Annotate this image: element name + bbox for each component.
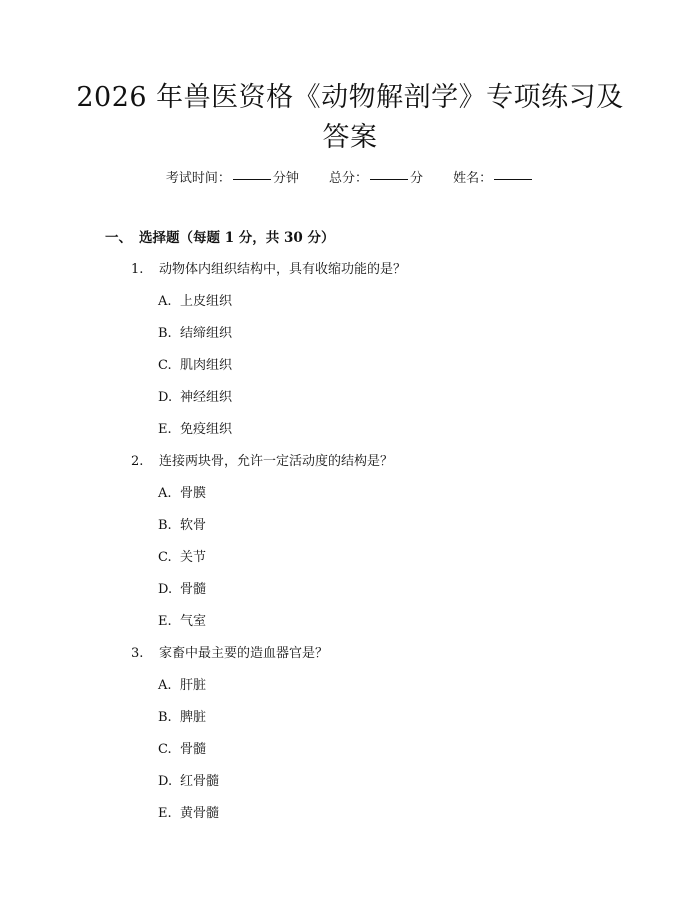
option-text: 肌肉组织 xyxy=(180,358,233,373)
question-3-option-a xyxy=(158,677,206,695)
question-1-option-a xyxy=(158,293,232,311)
title-line-2: 答案 xyxy=(322,122,378,153)
page-title xyxy=(60,78,640,158)
question-2 xyxy=(131,453,393,471)
option-text: 黄骨髓 xyxy=(180,806,220,821)
section-title: 选择题（每题 1 分，共 30 分） xyxy=(139,230,335,246)
option-text: 关节 xyxy=(180,550,207,565)
section-heading xyxy=(105,229,334,247)
option-letter: C. xyxy=(158,358,172,373)
section-number: 一、 xyxy=(105,230,132,246)
option-text: 神经组织 xyxy=(180,390,233,405)
question-text: 动物体内组织结构中，具有收缩功能的是？ xyxy=(159,262,407,277)
total-score xyxy=(329,170,423,188)
option-letter: A. xyxy=(158,678,172,693)
option-letter: E. xyxy=(158,614,172,629)
question-text: 连接两块骨，允许一定活动度的结构是？ xyxy=(159,454,394,469)
title-line-1: 2026 年兽医资格《动物解剖学》专项练习及 xyxy=(76,82,624,113)
option-letter: A. xyxy=(158,486,172,501)
student-name xyxy=(453,170,534,188)
question-3 xyxy=(131,645,328,663)
option-text: 软骨 xyxy=(180,518,207,533)
question-2-option-a xyxy=(158,485,206,503)
question-number: 3. xyxy=(131,646,144,661)
question-number: 1. xyxy=(131,262,144,277)
option-text: 结缔组织 xyxy=(180,326,233,341)
student-name-label: 姓名： xyxy=(453,171,493,186)
option-letter: D. xyxy=(158,774,173,789)
question-3-option-e xyxy=(158,805,219,823)
exam-time-label: 考试时间： xyxy=(165,171,231,186)
option-letter: C. xyxy=(158,550,172,565)
option-letter: D. xyxy=(158,390,173,405)
question-1-option-e xyxy=(158,421,232,439)
option-letter: C. xyxy=(158,742,172,757)
question-text: 家畜中最主要的造血器官是？ xyxy=(159,646,329,661)
option-text: 骨髓 xyxy=(180,742,207,757)
question-1 xyxy=(131,261,406,279)
question-1-option-b xyxy=(158,325,232,343)
option-letter: B. xyxy=(158,518,172,533)
question-1-option-c xyxy=(158,357,232,375)
option-letter: B. xyxy=(158,326,172,341)
option-text: 脾脏 xyxy=(180,710,207,725)
option-text: 上皮组织 xyxy=(180,294,233,309)
question-2-option-e xyxy=(158,613,206,631)
question-2-option-c xyxy=(158,549,206,567)
question-2-option-d xyxy=(158,581,206,599)
total-score-unit: 分 xyxy=(410,171,424,186)
option-letter: D. xyxy=(158,582,173,597)
total-score-label: 总分： xyxy=(328,171,368,186)
exam-time-unit: 分钟 xyxy=(272,171,299,186)
question-3-option-c xyxy=(158,741,206,759)
exam-time-blank xyxy=(233,179,271,180)
question-2-option-b xyxy=(158,517,206,535)
question-number: 2. xyxy=(131,454,144,469)
option-letter: E. xyxy=(158,806,172,821)
option-letter: A. xyxy=(158,294,172,309)
question-1-option-d xyxy=(158,389,232,407)
question-3-option-d xyxy=(158,773,219,791)
option-text: 骨髓 xyxy=(180,582,207,597)
option-text: 肝脏 xyxy=(180,678,207,693)
exam-meta xyxy=(0,170,700,188)
option-letter: B. xyxy=(158,710,172,725)
option-letter: E. xyxy=(158,422,172,437)
option-text: 骨膜 xyxy=(180,486,207,501)
question-3-option-b xyxy=(158,709,206,727)
option-text: 气室 xyxy=(180,614,207,629)
option-text: 红骨髓 xyxy=(180,774,220,789)
option-text: 免疫组织 xyxy=(180,422,233,437)
exam-time xyxy=(166,170,299,188)
student-name-blank xyxy=(494,179,532,180)
total-score-blank xyxy=(370,179,408,180)
